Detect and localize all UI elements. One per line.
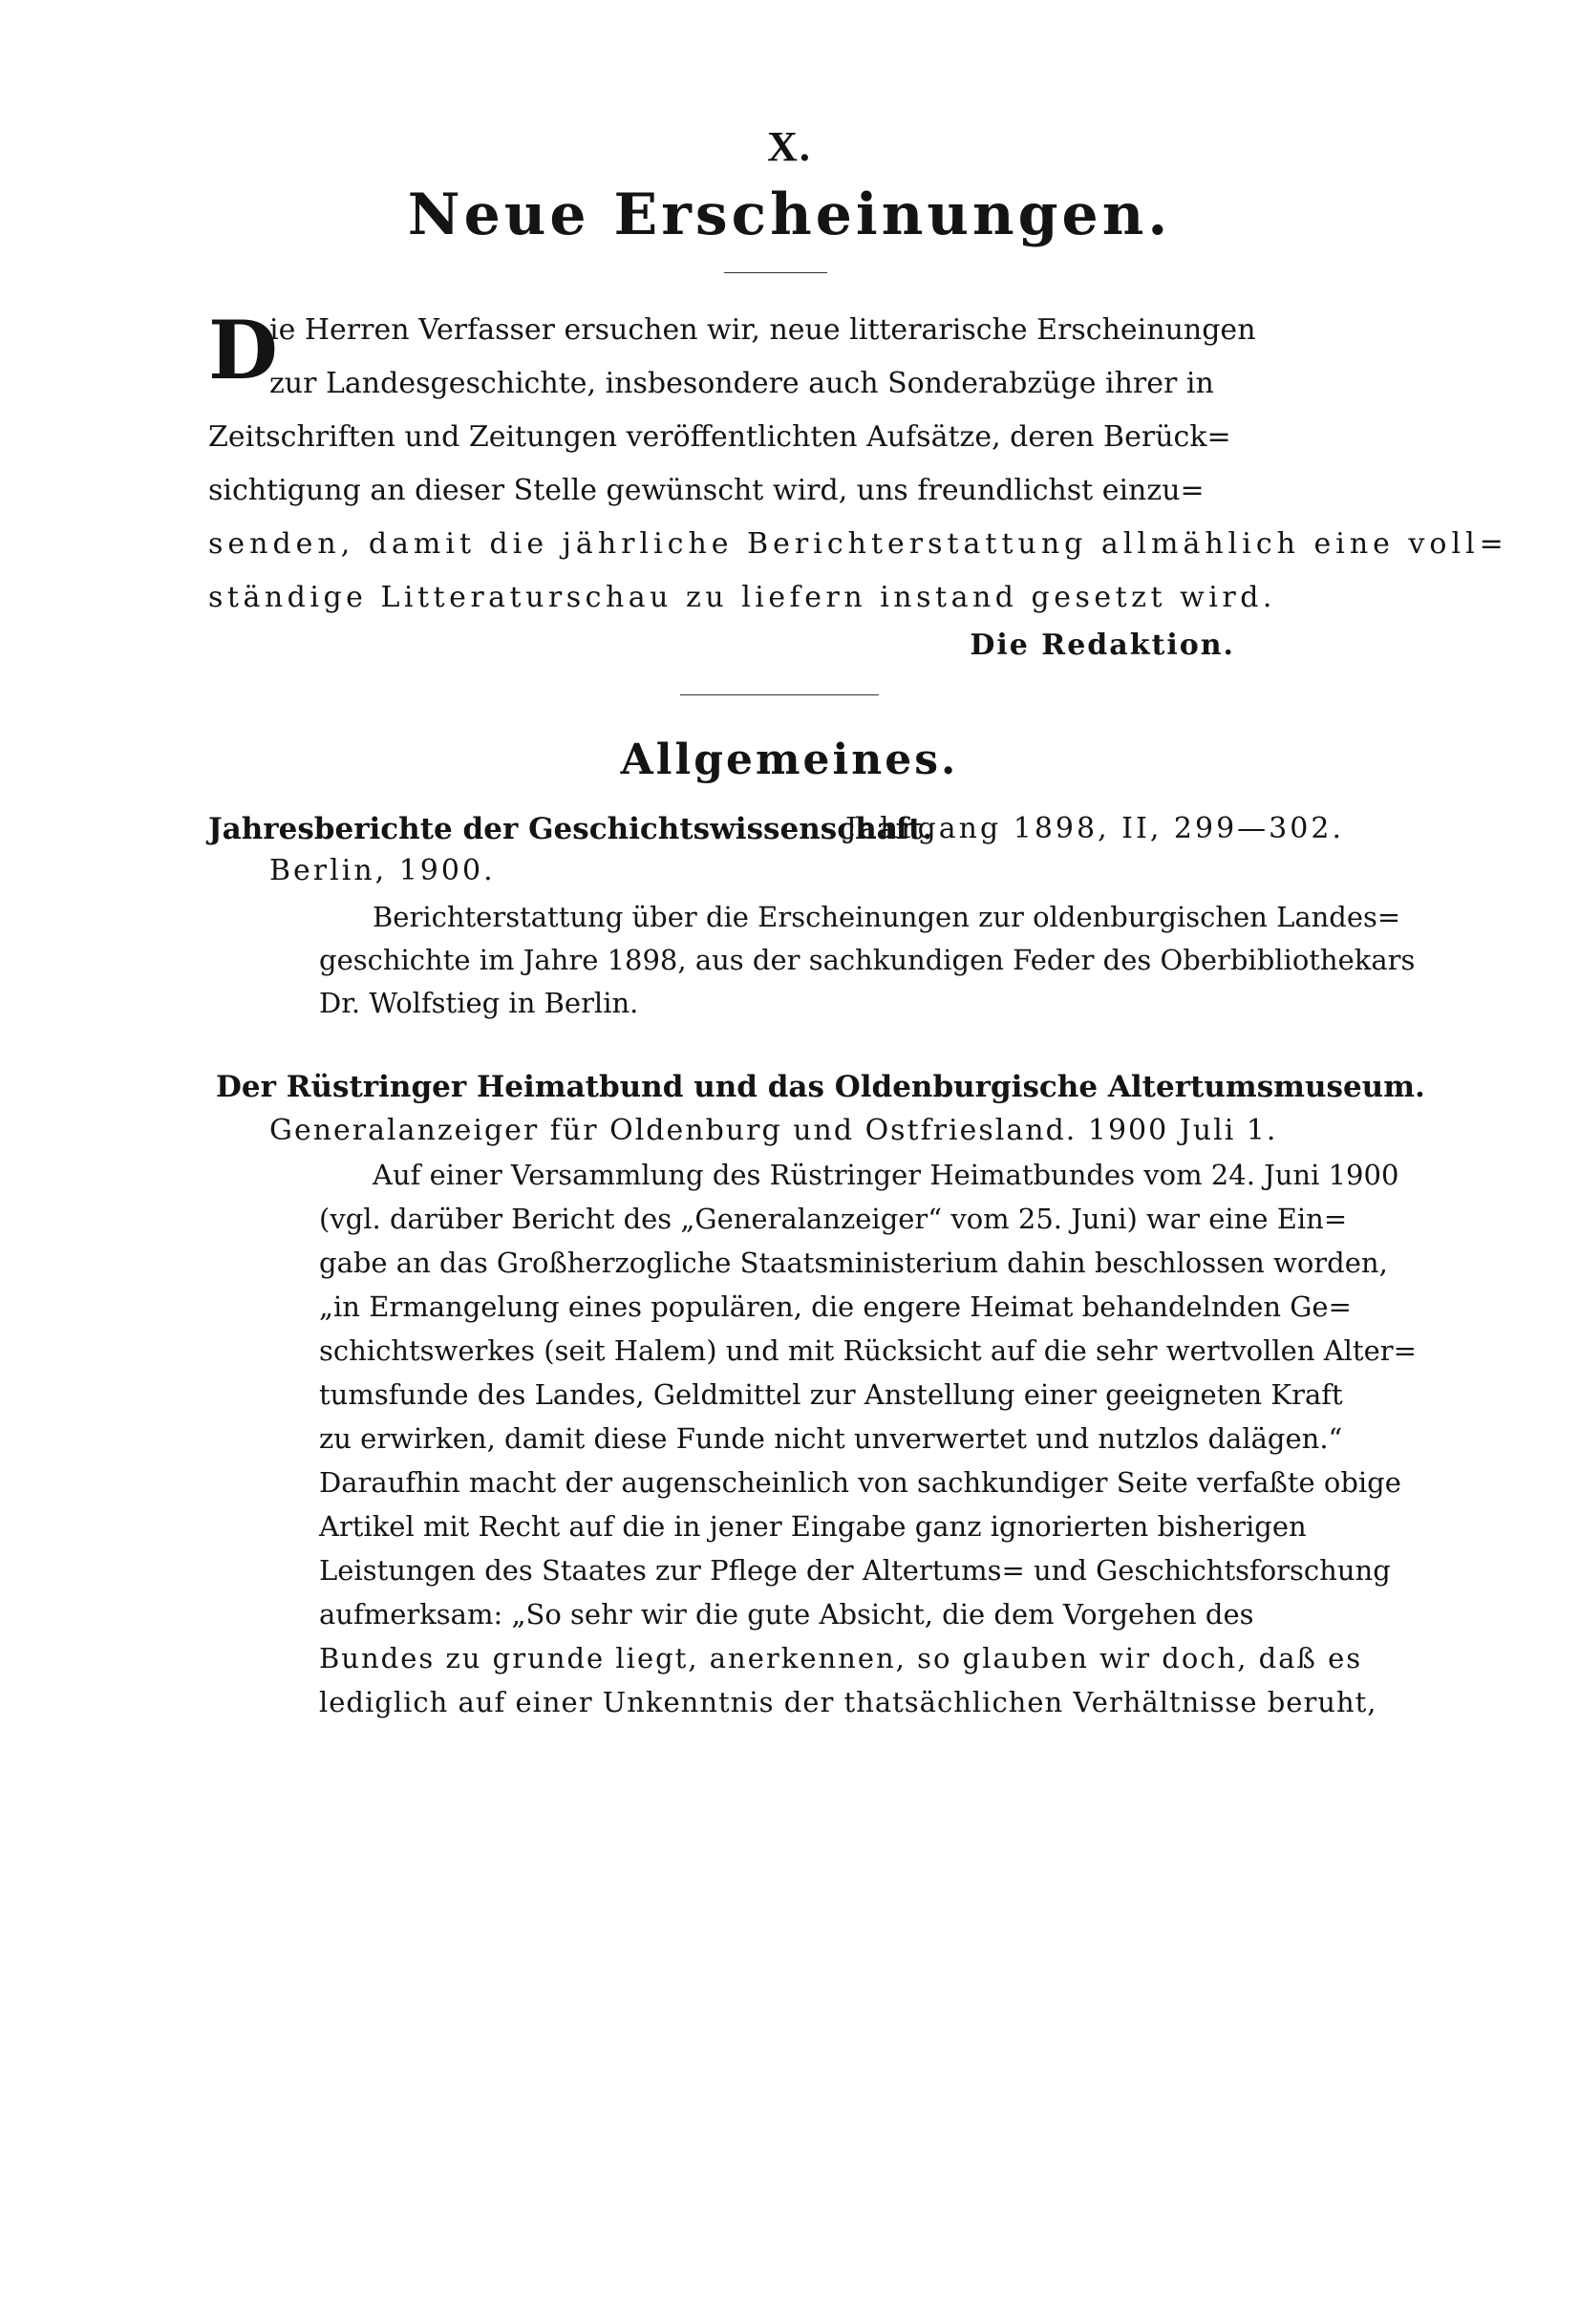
entry-body-line: geschichte im Jahre 1898, aus der sachkundigen Feder des Oberbibliothekars bbox=[319, 944, 1416, 976]
intro-line: zur Landesgeschichte, insbesondere auch Sonderabzüge ihrer in bbox=[269, 367, 1214, 400]
section-divider bbox=[680, 694, 879, 695]
entry-body-line: Artikel mit Recht auf die in jener Eingabe ganz ignorierten bisherigen bbox=[319, 1510, 1307, 1543]
entry-body-line: Dr. Wolfstieg in Berlin. bbox=[319, 987, 639, 1019]
intro-line: sichtigung an dieser Stelle gewünscht wird, uns freundlichst einzu= bbox=[208, 474, 1205, 507]
chapter-number: X. bbox=[767, 123, 812, 170]
intro-line: ständige Litteraturschau zu liefern instand gesetzt wird. bbox=[208, 581, 1276, 614]
entry-body-line: (vgl. darüber Bericht des „Generalanzeiger“ vom 25. Juni) war eine Ein= bbox=[319, 1203, 1348, 1235]
entry-meta: Generalanzeiger für Oldenburg und Ostfriesland. 1900 Juli 1. bbox=[269, 1114, 1278, 1147]
intro-dropcap: D bbox=[208, 303, 278, 397]
title-divider bbox=[724, 272, 827, 273]
entry-body-line: schichtswerkes (seit Halem) und mit Rücksicht auf die sehr wertvollen Alter= bbox=[319, 1334, 1417, 1367]
section-heading: Allgemeines. bbox=[620, 736, 959, 784]
entry-body-line: aufmerksam: „So sehr wir die gute Absicht, die dem Vorgehen des bbox=[319, 1598, 1254, 1631]
entry-body-line: lediglich auf einer Unkenntnis der thatsächlichen Verhältnisse beruht, bbox=[319, 1686, 1377, 1718]
entry-body-line: gabe an das Großherzogliche Staatsministerium dahin beschlossen worden, bbox=[319, 1247, 1388, 1279]
entry-title: Jahresberichte der Geschichtswissenschaft. bbox=[208, 812, 933, 846]
entry-body-line: „in Ermangelung eines populären, die engere Heimat behandelnden Ge= bbox=[319, 1290, 1352, 1323]
intro-line: ie Herren Verfasser ersuchen wir, neue litterarische Erscheinungen bbox=[269, 313, 1256, 347]
entry-body-line: tumsfunde des Landes, Geldmittel zur Anstellung einer geeigneten Kraft bbox=[319, 1378, 1343, 1411]
chapter-title: Neue Erscheinungen. bbox=[407, 181, 1172, 248]
entry-body-line: Auf einer Versammlung des Rüstringer Heimatbundes vom 24. Juni 1900 bbox=[373, 1159, 1399, 1191]
entry-body-line: zu erwirken, damit diese Funde nicht unverwertet und nutzlos dalägen.“ bbox=[319, 1422, 1343, 1455]
entry-body-line: Berichterstattung über die Erscheinungen zur oldenburgischen Landes= bbox=[373, 901, 1401, 933]
entry-meta: Berlin, 1900. bbox=[269, 854, 496, 887]
entry-body-line: Bundes zu grunde liegt, anerkennen, so glauben wir doch, daß es bbox=[319, 1642, 1363, 1674]
intro-line: senden, damit die jährliche Berichterstattung allmählich eine voll= bbox=[208, 527, 1508, 561]
intro-signature: Die Redaktion. bbox=[970, 629, 1235, 662]
entry-meta: Jahrgang 1898, II, 299—302. bbox=[845, 812, 1344, 845]
entry-body-line: Leistungen des Staates zur Pflege der Altertums= und Geschichtsforschung bbox=[319, 1554, 1391, 1587]
entry-body-line: Daraufhin macht der augenscheinlich von sachkundiger Seite verfaßte obige bbox=[319, 1466, 1401, 1499]
intro-line: Zeitschriften und Zeitungen veröffentlichten Aufsätze, deren Berück= bbox=[208, 420, 1231, 454]
entry-title: Der Rüstringer Heimatbund und das Oldenburgische Altertumsmuseum. bbox=[216, 1070, 1425, 1104]
